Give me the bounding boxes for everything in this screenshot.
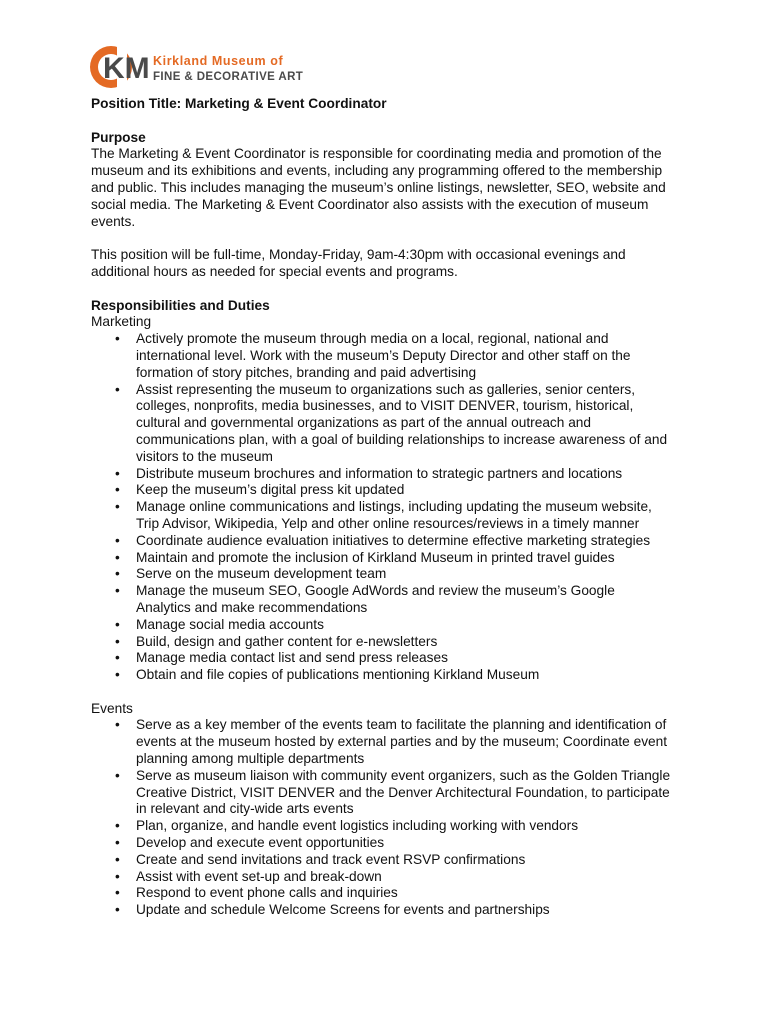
list-item-text: Respond to event phone calls and inquiries (136, 885, 398, 901)
bullet-icon: • (115, 499, 120, 515)
list-item-text: Assist representing the museum to organizations such as galleries, senior centers, colleges, nonprofits, media businesses, and to VISIT DENVER, tourism, historical, cultural and governmental organizations as part of the annual outreach and communications plan, with a goal of building relationships to increase awareness of and visitors to the museum (136, 381, 668, 464)
list-item (91, 331, 691, 381)
museum-logo (89, 42, 329, 92)
list-item-text: Keep the museum’s digital press kit updated (136, 482, 405, 498)
bullet-icon: • (115, 381, 120, 397)
list-item (91, 617, 691, 634)
list-item (91, 533, 691, 550)
bullet-icon: • (115, 818, 120, 834)
purpose-heading: Purpose (91, 129, 146, 145)
bullet-icon: • (115, 885, 120, 901)
bullet-icon: • (115, 465, 120, 481)
list-item-text: Serve on the museum development team (136, 566, 387, 582)
bullet-icon: • (115, 835, 120, 851)
logo-line-2: FINE & DECORATIVE ART (153, 71, 304, 83)
list-item (91, 499, 691, 533)
bullet-icon: • (115, 633, 120, 649)
position-title: Position Title: Marketing & Event Coordinator (91, 96, 387, 111)
list-item-text: Distribute museum brochures and information to strategic partners and locations (136, 465, 623, 481)
list-item (91, 768, 691, 818)
list-item-text: Maintain and promote the inclusion of Kirkland Museum in printed travel guides (136, 549, 615, 565)
bullet-icon: • (115, 667, 120, 683)
list-item-text: Plan, organize, and handle event logistics including working with vendors (136, 818, 579, 834)
list-item (91, 466, 691, 483)
bullet-icon: • (115, 851, 120, 867)
list-item-text: Serve as a key member of the events team to facilitate the planning and identification of events at the museum hosted by external parties and by the museum; Coordinate event planning among multiple departments (136, 717, 668, 767)
list-item (91, 717, 691, 767)
bullet-icon: • (115, 650, 120, 666)
logo-monogram: KM (103, 52, 150, 85)
list-item-text: Create and send invitations and track event RSVP confirmations (136, 851, 526, 867)
list-item (91, 667, 691, 684)
bullet-icon: • (115, 902, 120, 918)
list-item (91, 902, 691, 919)
bullet-icon: • (115, 583, 120, 599)
list-item (91, 482, 691, 499)
document-body (91, 96, 691, 919)
responsibilities-heading: Responsibilities and Duties (91, 297, 270, 313)
purpose-paragraph: The Marketing & Event Coordinator is responsible for coordinating media and promotion of the museum and its exhibitions and events, including any programming offered to the membership and public. This includes managing the museum’s online listings, newsletter, SEO, website and social media. The Marketing & Event Coordinator also assists with the execution of museum events. (91, 146, 666, 229)
schedule-paragraph: This position will be full-time, Monday-Friday, 9am-4:30pm with occasional evenings and additional hours as needed for special events and programs. (91, 247, 626, 279)
bullet-icon: • (115, 616, 120, 632)
list-item (91, 852, 691, 869)
bullet-icon: • (115, 566, 120, 582)
list-item-text: Obtain and file copies of publications mentioning Kirkland Museum (136, 667, 540, 683)
list-item-text: Assist with event set-up and break-down (136, 868, 382, 884)
marketing-label: Marketing (91, 314, 152, 330)
km-logo-icon (89, 42, 329, 92)
list-item (91, 566, 691, 583)
bullet-icon: • (115, 868, 120, 884)
list-item-text: Actively promote the museum through media on a local, regional, national and international level. Work with the museum’s Deputy Director and other staff on the formation of story pitches, branding and paid advertising (136, 331, 631, 380)
list-item-text: Coordinate audience evaluation initiatives to determine effective marketing strategies (136, 532, 651, 548)
marketing-list (91, 331, 691, 684)
events-list (91, 717, 691, 919)
list-item-text: Manage media contact list and send press releases (136, 650, 448, 666)
list-item (91, 650, 691, 667)
list-item (91, 869, 691, 886)
list-item (91, 885, 691, 902)
list-item-text: Build, design and gather content for e-newsletters (136, 633, 438, 649)
list-item-text: Develop and execute event opportunities (136, 835, 385, 851)
bullet-icon: • (115, 482, 120, 498)
list-item (91, 550, 691, 567)
list-item (91, 382, 691, 466)
bullet-icon: • (115, 767, 120, 783)
list-item-text: Manage online communications and listings, including updating the museum website, Trip Advisor, Wikipedia, Yelp and other online resources/reviews in a timely manner (136, 499, 652, 531)
list-item (91, 835, 691, 852)
bullet-icon: • (115, 331, 120, 347)
list-item-text: Update and schedule Welcome Screens for events and partnerships (136, 902, 550, 918)
list-item (91, 818, 691, 835)
list-item-text: Manage social media accounts (136, 616, 324, 632)
logo-line-1: Kirkland Museum of (153, 54, 284, 68)
list-item (91, 634, 691, 651)
list-item-text: Manage the museum SEO, Google AdWords and review the museum’s Google Analytics and make recommendations (136, 583, 615, 615)
list-item (91, 583, 691, 617)
bullet-icon: • (115, 717, 120, 733)
purpose-section (91, 146, 691, 280)
events-label: Events (91, 700, 133, 716)
list-item-text: Serve as museum liaison with community event organizers, such as the Golden Triangle Creative District, VISIT DENVER and the Denver Architectural Foundation, to participate in relevant and city-wide arts events (136, 767, 671, 817)
bullet-icon: • (115, 549, 120, 565)
bullet-icon: • (115, 532, 120, 548)
